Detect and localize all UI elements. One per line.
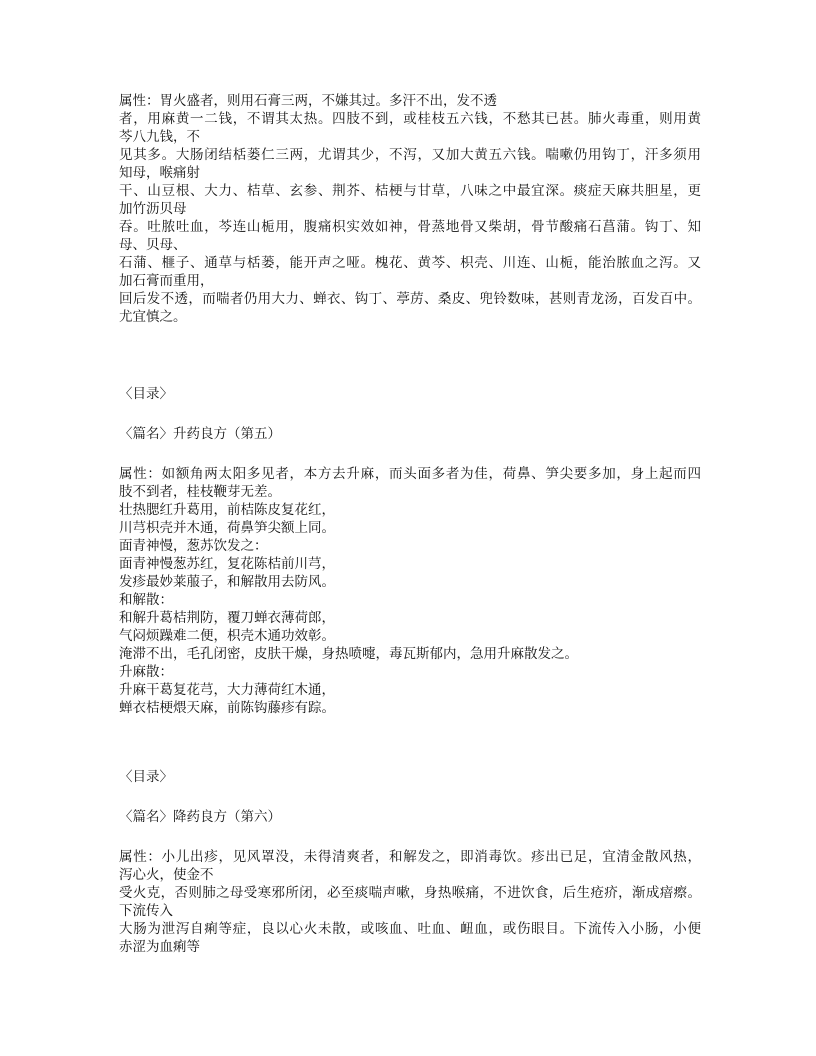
paragraph	[119, 465, 701, 501]
paragraph	[119, 699, 701, 717]
paragraph	[119, 537, 701, 555]
text-line: 属性：小儿出疹，见风罩没，未得清爽者，和解发之，即消毒饮。疹出已足，宜清金散风热，	[119, 849, 701, 865]
text-line: 淹滞不出，毛孔闭密，皮肤干燥，身热喷嚏，毒瓦斯郁内，急用升麻散发之。	[119, 646, 578, 662]
paragraph	[119, 92, 701, 110]
toc-link-1[interactable]: 〈目录〉	[119, 386, 173, 402]
text-line: 升麻散：	[119, 664, 173, 680]
paragraph	[119, 627, 701, 645]
text-line: 壮热腮红升葛用，前桔陈皮复花红，	[119, 502, 335, 518]
paragraph	[119, 146, 701, 182]
paragraph	[119, 501, 701, 519]
text-line: 尤宜慎之。	[119, 309, 187, 325]
paragraph	[119, 555, 701, 573]
text-line: 升麻干葛复花芎，大力薄荷红木通，	[119, 682, 335, 698]
text-line: 者，用麻黄一二钱，不谓其太热。四肢不到，或桂枝五六钱，不愁其已甚。肺火毒重，则用黄	[119, 111, 701, 127]
text-line: 和解升葛桔荆防，覆刀蝉衣薄荷郎，	[119, 610, 335, 626]
text-line: 属性：如额角两太阳多见者，本方去升麻，而头面多者为佳，荷鼻、笋尖要多加，身上起而四	[119, 466, 701, 482]
paragraph	[119, 254, 701, 290]
text-line: 泻心火，使金不	[119, 867, 214, 883]
text-line: 受火克，否则肺之母受寒邪所闭，必至痰喘声嗽，身热喉痛，不进饮食，后生疮疥，渐成瘖瘵。	[119, 885, 701, 901]
section-title-6: 〈篇名〉降药良方（第六）	[119, 809, 281, 825]
text-line: 气闷烦躁难二便，枳壳木通功效彰。	[119, 628, 335, 644]
text-line: 川芎枳壳并木通，荷鼻笋尖额上同。	[119, 520, 335, 536]
text-line: 面青神慢，葱苏饮发之：	[119, 538, 268, 554]
paragraph	[119, 681, 701, 699]
text-line: 属性：胃火盛者，则用石膏三两，不嫌其过。多汗不出，发不透	[119, 93, 497, 109]
paragraph	[119, 848, 701, 884]
text-line: 加石膏而重用，	[119, 273, 214, 289]
text-line: 芩八九钱，不	[119, 129, 200, 145]
paragraph	[119, 884, 701, 920]
paragraph	[119, 591, 701, 609]
text-line: 加竹沥贝母	[119, 201, 187, 217]
text-line: 发疹最妙莱菔子，和解散用去防风。	[119, 574, 335, 590]
section-3-body	[119, 848, 701, 956]
paragraph	[119, 290, 701, 326]
paragraph	[119, 663, 701, 681]
section-title-5: 〈篇名〉升药良方（第五）	[119, 426, 281, 442]
section-1-body	[119, 92, 701, 326]
toc-link-2[interactable]: 〈目录〉	[119, 769, 173, 785]
paragraph	[119, 609, 701, 627]
text-line: 和解散：	[119, 592, 173, 608]
paragraph	[119, 519, 701, 537]
section-2-body	[119, 465, 701, 717]
text-line: 知母，喉痛射	[119, 165, 200, 181]
text-line: 下流传入	[119, 903, 173, 919]
text-line: 见其多。大肠闭结栝蒌仁三两，尤谓其少，不泻，又加大黄五六钱。喘嗽仍用钩丁，汗多须用	[119, 147, 701, 163]
paragraph	[119, 110, 701, 146]
paragraph	[119, 218, 701, 254]
text-line: 大肠为泄泻自痢等症，良以心火未散，或咳血、吐血、衄血，或伤眼目。下流传入小肠，小便	[119, 921, 701, 937]
text-line: 赤涩为血痢等	[119, 939, 200, 955]
text-line: 石蒲、榧子、通草与栝蒌，能开声之哑。槐花、黄芩、枳壳、川连、山栀，能治脓血之泻。又	[119, 255, 701, 271]
text-line: 面青神慢葱苏红，复花陈桔前川芎，	[119, 556, 335, 572]
paragraph	[119, 645, 701, 663]
text-line: 吞。吐脓吐血，芩连山栀用，腹痛枳实效如神，骨蒸地骨又柴胡，骨节酸痛石菖蒲。钩丁、知	[119, 219, 701, 235]
text-line: 蝉衣桔梗煨天麻，前陈钩藤疹有踪。	[119, 700, 335, 716]
paragraph	[119, 182, 701, 218]
text-line: 回后发不透，而喘者仍用大力、蝉衣、钩丁、葶苈、桑皮、兜铃数味，甚则青龙汤，百发百中。	[119, 291, 701, 307]
text-line: 母、贝母、	[119, 237, 187, 253]
text-line: 干、山豆根、大力、桔草、玄参、荆芥、桔梗与甘草，八味之中最宜深。痰症天麻共胆星，更	[119, 183, 701, 199]
paragraph	[119, 573, 701, 591]
text-line: 肢不到者，桂枝鞭芽无差。	[119, 484, 281, 500]
paragraph	[119, 920, 701, 956]
